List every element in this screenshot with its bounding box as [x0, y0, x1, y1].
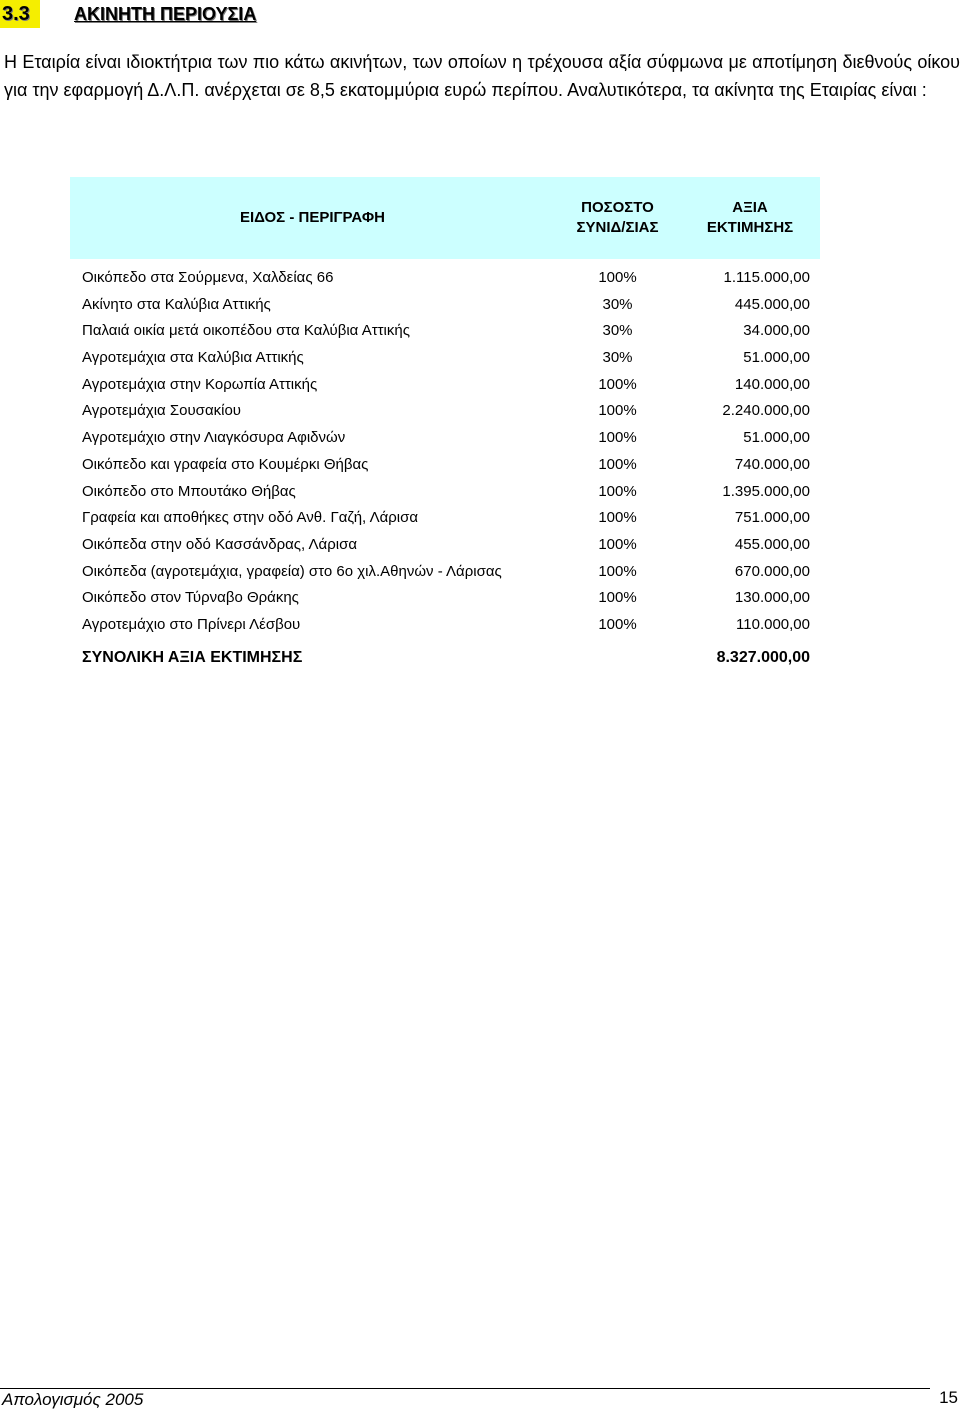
row-description: Αγροτεμάχια στην Κορωπία Αττικής	[82, 375, 318, 393]
table-row	[70, 318, 820, 345]
header-description-label: ΕΙΔΟΣ - ΠΕΡΙΓΡΑΦΗ	[239, 209, 386, 226]
section-number: 3.3	[0, 0, 40, 28]
header-value-line1: ΑΞΙΑ	[732, 199, 768, 216]
table-row	[70, 612, 820, 639]
section-title: ΑΚΙΝΗΤΗ ΠΕΡΙΟΥΣΙΑ	[74, 4, 257, 24]
row-value: 51.000,00	[743, 429, 810, 447]
header-description	[70, 208, 555, 228]
row-description: Αγροτεμάχιο στο Πρίνερι Λέσβου	[82, 615, 301, 633]
row-description: Αγροτεμάχιο στην Λιαγκόσυρα Αφιδνών	[82, 429, 346, 447]
row-value: 2.240.000,00	[722, 402, 810, 420]
row-percent: 100%	[598, 269, 637, 286]
table-body	[70, 259, 820, 671]
row-value: 670.000,00	[734, 562, 810, 580]
table-row	[70, 585, 820, 612]
row-percent: 100%	[598, 562, 637, 580]
row-percent: 100%	[598, 455, 637, 473]
row-percent: 30%	[602, 295, 633, 313]
header-percent	[555, 198, 680, 238]
table-row	[70, 559, 820, 586]
header-percent-line1: ΠΟΣΟΣΤΟ	[581, 199, 654, 216]
row-value: 740.000,00	[734, 455, 810, 473]
row-description: Οικόπεδο και γραφεία στο Κουμέρκι Θήβας	[82, 455, 369, 473]
row-percent: 100%	[598, 375, 637, 393]
row-value: 130.000,00	[734, 589, 810, 607]
table-header	[70, 177, 820, 259]
intro-paragraph: Η Εταιρία είναι ιδιοκτήτρια των πιο κάτω ακινήτων, των οποίων η τρέχουσα αξία σύφμωνα με αποτίμηση διεθνούς οίκου για την εφαρμογή Δ.Λ.Π. ανέρχεται σε 8,5 εκατομμύρια ευρώ περίπου. Αναλυτικότερα, τα ακίνητα της Εταιρίας είναι :	[4, 52, 960, 100]
row-percent: 100%	[598, 589, 637, 607]
row-value: 751.000,00	[734, 509, 810, 527]
row-percent: 30%	[602, 322, 633, 340]
row-percent: 30%	[602, 349, 633, 367]
row-description: Αγροτεμάχια Σουσακίου	[82, 402, 241, 420]
row-percent: 100%	[598, 509, 637, 527]
section-heading	[0, 0, 960, 28]
row-value: 1.115.000,00	[723, 269, 810, 286]
row-description: Αγροτεμάχια στα Καλύβια Αττικής	[82, 349, 304, 367]
row-percent: 100%	[598, 535, 637, 553]
row-value: 110.000,00	[736, 615, 810, 633]
table-row	[70, 292, 820, 319]
table-row	[70, 425, 820, 452]
table-row	[70, 505, 820, 532]
row-percent: 100%	[598, 429, 637, 447]
row-value: 34.000,00	[743, 322, 810, 340]
row-percent: 100%	[598, 482, 637, 500]
total-row	[70, 645, 820, 671]
table-row	[70, 532, 820, 559]
property-table	[70, 177, 820, 671]
row-value: 51.000,00	[743, 349, 810, 367]
header-value	[685, 198, 815, 238]
table-row	[70, 452, 820, 479]
table-row	[70, 265, 820, 292]
footer-report-title: Απολογισμός 2005	[2, 1390, 144, 1409]
footer-page-number: 15	[939, 1388, 958, 1407]
row-description: Οικόπεδα στην οδό Κασσάνδρας, Λάρισα	[82, 535, 358, 553]
total-value: 8.327.000,00	[716, 648, 810, 666]
total-label: ΣΥΝΟΛΙΚΗ ΑΞΙΑ ΕΚΤΙΜΗΣΗΣ	[82, 648, 303, 666]
header-percent-line2: ΣΥΝΙΔ/ΣΙΑΣ	[576, 219, 659, 236]
row-description: Οικόπεδο στα Σούρμενα, Χαλδείας 66	[82, 269, 334, 286]
row-percent: 100%	[598, 402, 637, 420]
footer-divider	[0, 1388, 930, 1389]
row-value: 140.000,00	[734, 375, 810, 393]
row-value: 1.395.000,00	[722, 482, 810, 500]
row-percent: 100%	[598, 615, 637, 633]
table-row	[70, 398, 820, 425]
row-description: Οικόπεδα (αγροτεμάχια, γραφεία) στο 6ο χιλ.Αθηνών - Λάρισας	[82, 562, 502, 580]
row-description: Οικόπεδο στον Τύρναβο Θράκης	[82, 589, 299, 607]
table-row	[70, 345, 820, 372]
table-row	[70, 479, 820, 506]
row-description: Οικόπεδο στο Μπουτάκο Θήβας	[82, 482, 296, 500]
row-value: 455.000,00	[734, 535, 810, 553]
row-description: Ακίνητο στα Καλύβια Αττικής	[82, 295, 271, 313]
row-value: 445.000,00	[734, 295, 810, 313]
table-row	[70, 372, 820, 399]
row-description: Γραφεία και αποθήκες στην οδό Ανθ. Γαζή, Λάρισα	[82, 509, 419, 527]
row-description: Παλαιά οικία μετά οικοπέδου στα Καλύβια Αττικής	[82, 322, 410, 340]
header-value-line2: ΕΚΤΙΜΗΣΗΣ	[706, 219, 794, 236]
